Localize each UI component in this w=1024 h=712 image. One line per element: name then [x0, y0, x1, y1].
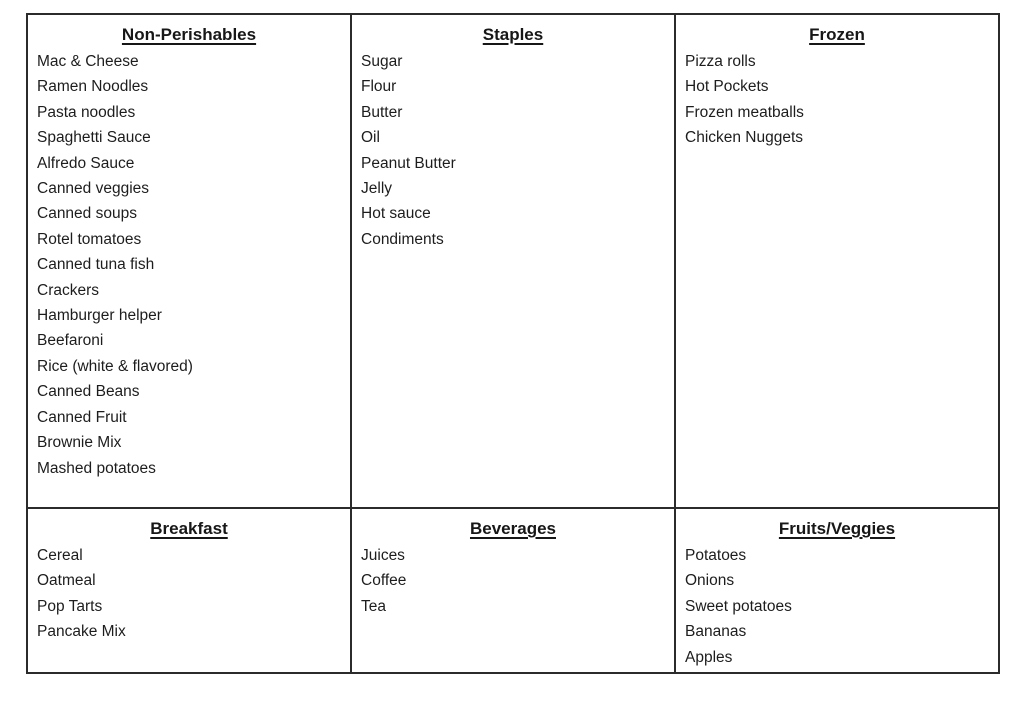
list-item: Tea	[361, 597, 386, 615]
category-cell	[28, 15, 352, 507]
list-item: Juices	[361, 547, 405, 564]
list-item: Canned Beans	[37, 383, 140, 401]
category-cell	[676, 509, 998, 672]
category-cell	[352, 15, 676, 507]
list-item: Hot Pockets	[685, 78, 769, 96]
list-item: Butter	[361, 103, 403, 121]
list-item: Oil	[361, 129, 380, 147]
list-item: Rice (white & flavored)	[37, 357, 193, 375]
list-item: Hamburger helper	[37, 307, 162, 325]
list-item: Spaghetti Sauce	[37, 129, 151, 147]
list-item: Beefaroni	[37, 332, 104, 350]
list-item: Peanut Butter	[361, 154, 456, 172]
list-item: Canned veggies	[37, 180, 150, 198]
category-header: Non-Perishables	[121, 25, 257, 44]
grocery-list-table	[26, 13, 1000, 674]
list-item: Frozen meatballs	[685, 103, 804, 121]
table-row	[28, 15, 998, 509]
category-header: Staples	[482, 25, 544, 44]
list-item: Crackers	[37, 281, 100, 299]
list-item: Pizza rolls	[685, 53, 756, 70]
list-item: Apples	[685, 648, 733, 666]
list-item: Chicken Nuggets	[685, 129, 804, 147]
list-item: Pancake Mix	[37, 623, 126, 641]
list-item: Canned soups	[37, 205, 137, 223]
category-cell	[352, 509, 676, 672]
category-cell	[28, 509, 352, 672]
list-item: Brownie Mix	[37, 434, 122, 452]
item-list	[28, 543, 350, 645]
list-item: Alfredo Sauce	[37, 154, 135, 172]
list-item: Oatmeal	[37, 572, 96, 590]
item-list	[28, 49, 350, 481]
list-item: Jelly	[361, 180, 393, 198]
list-item: Onions	[685, 572, 735, 590]
list-item: Condiments	[361, 230, 444, 248]
list-item: Sweet potatoes	[685, 597, 792, 615]
list-item: Canned tuna fish	[37, 256, 155, 274]
list-item: Pasta noodles	[37, 103, 136, 121]
list-item: Pop Tarts	[37, 597, 103, 615]
item-list	[352, 543, 674, 619]
category-header: Beverages	[469, 519, 556, 538]
list-item: Potatoes	[685, 547, 747, 564]
category-header: Frozen	[809, 25, 865, 44]
list-item: Hot sauce	[361, 205, 431, 223]
list-item: Sugar	[361, 53, 403, 70]
item-list	[676, 49, 998, 151]
list-item: Flour	[361, 78, 397, 96]
list-item: Cereal	[37, 547, 83, 564]
list-item: Bananas	[685, 623, 747, 641]
item-list	[352, 49, 674, 252]
list-item: Mac & Cheese	[37, 53, 139, 70]
item-list	[676, 543, 998, 670]
list-item: Mashed potatoes	[37, 459, 156, 477]
table-row	[28, 509, 998, 672]
list-item: Coffee	[361, 572, 407, 590]
list-item: Ramen Noodles	[37, 78, 149, 96]
list-item: Canned Fruit	[37, 408, 127, 426]
category-header: Fruits/Veggies	[778, 519, 896, 538]
category-cell	[676, 15, 998, 507]
category-header: Breakfast	[150, 519, 228, 538]
list-item: Rotel tomatoes	[37, 230, 142, 248]
